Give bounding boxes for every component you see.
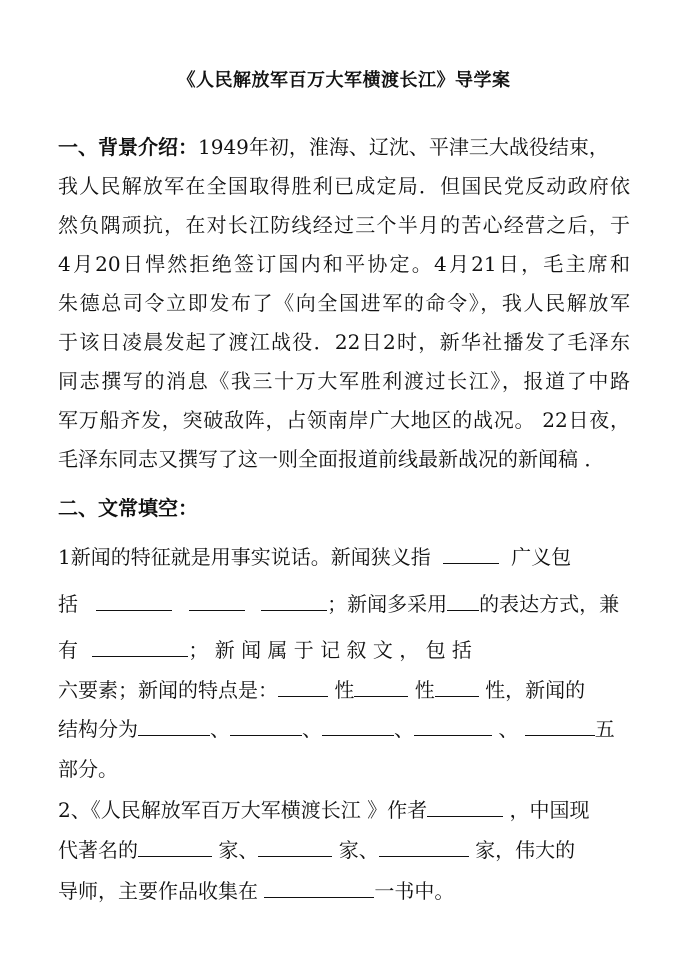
q1-text: 性	[414, 678, 435, 702]
fill-blank[interactable]	[189, 592, 245, 611]
fill-blank[interactable]	[138, 717, 210, 736]
q1-text: 性，新闻的	[485, 678, 586, 702]
q2-text: 家，伟大的	[475, 838, 576, 862]
section-heading-background: 一、背景介绍：	[58, 135, 198, 159]
background-line-8: 军万船齐发，突破敌阵，占领南岸广大地区的战况。 22日夜，	[58, 408, 630, 432]
q2-line-1	[58, 796, 589, 824]
q1-line-6: 部分。	[58, 757, 118, 781]
fill-blank[interactable]	[525, 717, 595, 736]
q1-line-2	[58, 590, 619, 618]
q1-text: ； 新 闻 属 于 记 叙 文 ， 包 括	[188, 638, 472, 662]
fill-blank[interactable]	[322, 717, 394, 736]
background-text: 1949年初，淮海、辽沈、平津三大战役结束，	[198, 135, 609, 159]
fill-blank[interactable]	[261, 592, 327, 611]
q1-text: 六要素；新闻的特点是：	[58, 678, 278, 702]
fill-blank[interactable]	[258, 838, 332, 857]
background-line-5: 朱德总司令立即发布了《向全国进军的命令》，我人民解放军	[58, 291, 630, 315]
fill-blank[interactable]	[443, 545, 499, 564]
background-line-9: 毛泽东同志又撰写了这一则全面报道前线最新战况的新闻稿 ．	[58, 447, 605, 471]
q2-text: 一书中。	[374, 879, 455, 903]
background-line-2: 我人民解放军在全国取得胜利已成定局．但国民党反动政府依	[58, 174, 630, 198]
section-heading-literature: 二、文常填空：	[58, 496, 198, 520]
background-line-7: 同志撰写的消息《我三十万大军胜利渡过长江》，报道了中路	[58, 369, 630, 393]
fill-blank[interactable]	[414, 717, 492, 736]
fill-blank[interactable]	[96, 592, 172, 611]
q1-text: 、	[210, 717, 230, 741]
q2-text: 导师，主要作品收集在	[58, 879, 258, 903]
document-title: 《人民解放军百万大军横渡长江》导学案	[177, 70, 511, 91]
fill-blank[interactable]	[379, 838, 469, 857]
q1-text: ；新闻多采用	[327, 592, 448, 616]
q1-line-3	[58, 636, 472, 664]
q2-text: 2、《人民解放军百万大军横渡长江 》作者	[58, 798, 428, 822]
q1-text: 有	[58, 638, 78, 662]
fill-blank[interactable]	[264, 879, 374, 898]
background-line-4: 4月20日悍然拒绝签订国内和平协定。4月21日，毛主席和	[58, 252, 630, 276]
q1-line-4	[58, 676, 585, 704]
q1-text: 五	[594, 717, 615, 741]
background-line-3: 然负隅顽抗，在对长江防线经过三个半月的苦心经营之后，于	[58, 213, 630, 237]
q2-text: 代著名的	[58, 838, 138, 862]
fill-blank[interactable]	[435, 678, 479, 697]
q1-text: 的表达方式，兼	[479, 592, 620, 616]
q1-text: 结构分为	[58, 717, 138, 741]
fill-blank[interactable]	[278, 678, 328, 697]
q2-line-2	[58, 836, 575, 864]
fill-blank[interactable]	[427, 798, 503, 817]
q1-text: 1新闻的特征就是用事实说话。新闻狭义指	[58, 545, 431, 569]
q1-text: 、	[302, 717, 322, 741]
fill-blank[interactable]	[447, 592, 479, 611]
q1-text: 、	[394, 717, 414, 741]
fill-blank[interactable]	[354, 678, 408, 697]
q1-text: 、	[498, 717, 519, 741]
q1-text: 广义包	[511, 545, 572, 569]
q2-line-3	[58, 877, 454, 905]
q2-text: 家、	[338, 838, 379, 862]
fill-blank[interactable]	[92, 638, 188, 657]
background-line-1	[58, 133, 609, 161]
q1-line-1	[58, 543, 571, 571]
fill-blank[interactable]	[138, 838, 212, 857]
q1-text: 括	[58, 592, 78, 616]
q1-text: 性	[334, 678, 355, 702]
q1-line-5	[58, 715, 615, 743]
q2-text: ，中国现	[509, 798, 590, 822]
q2-text: 家、	[218, 838, 259, 862]
fill-blank[interactable]	[230, 717, 302, 736]
background-line-6: 于该日凌晨发起了渡江战役．22日2时，新华社播发了毛泽东	[58, 330, 630, 354]
